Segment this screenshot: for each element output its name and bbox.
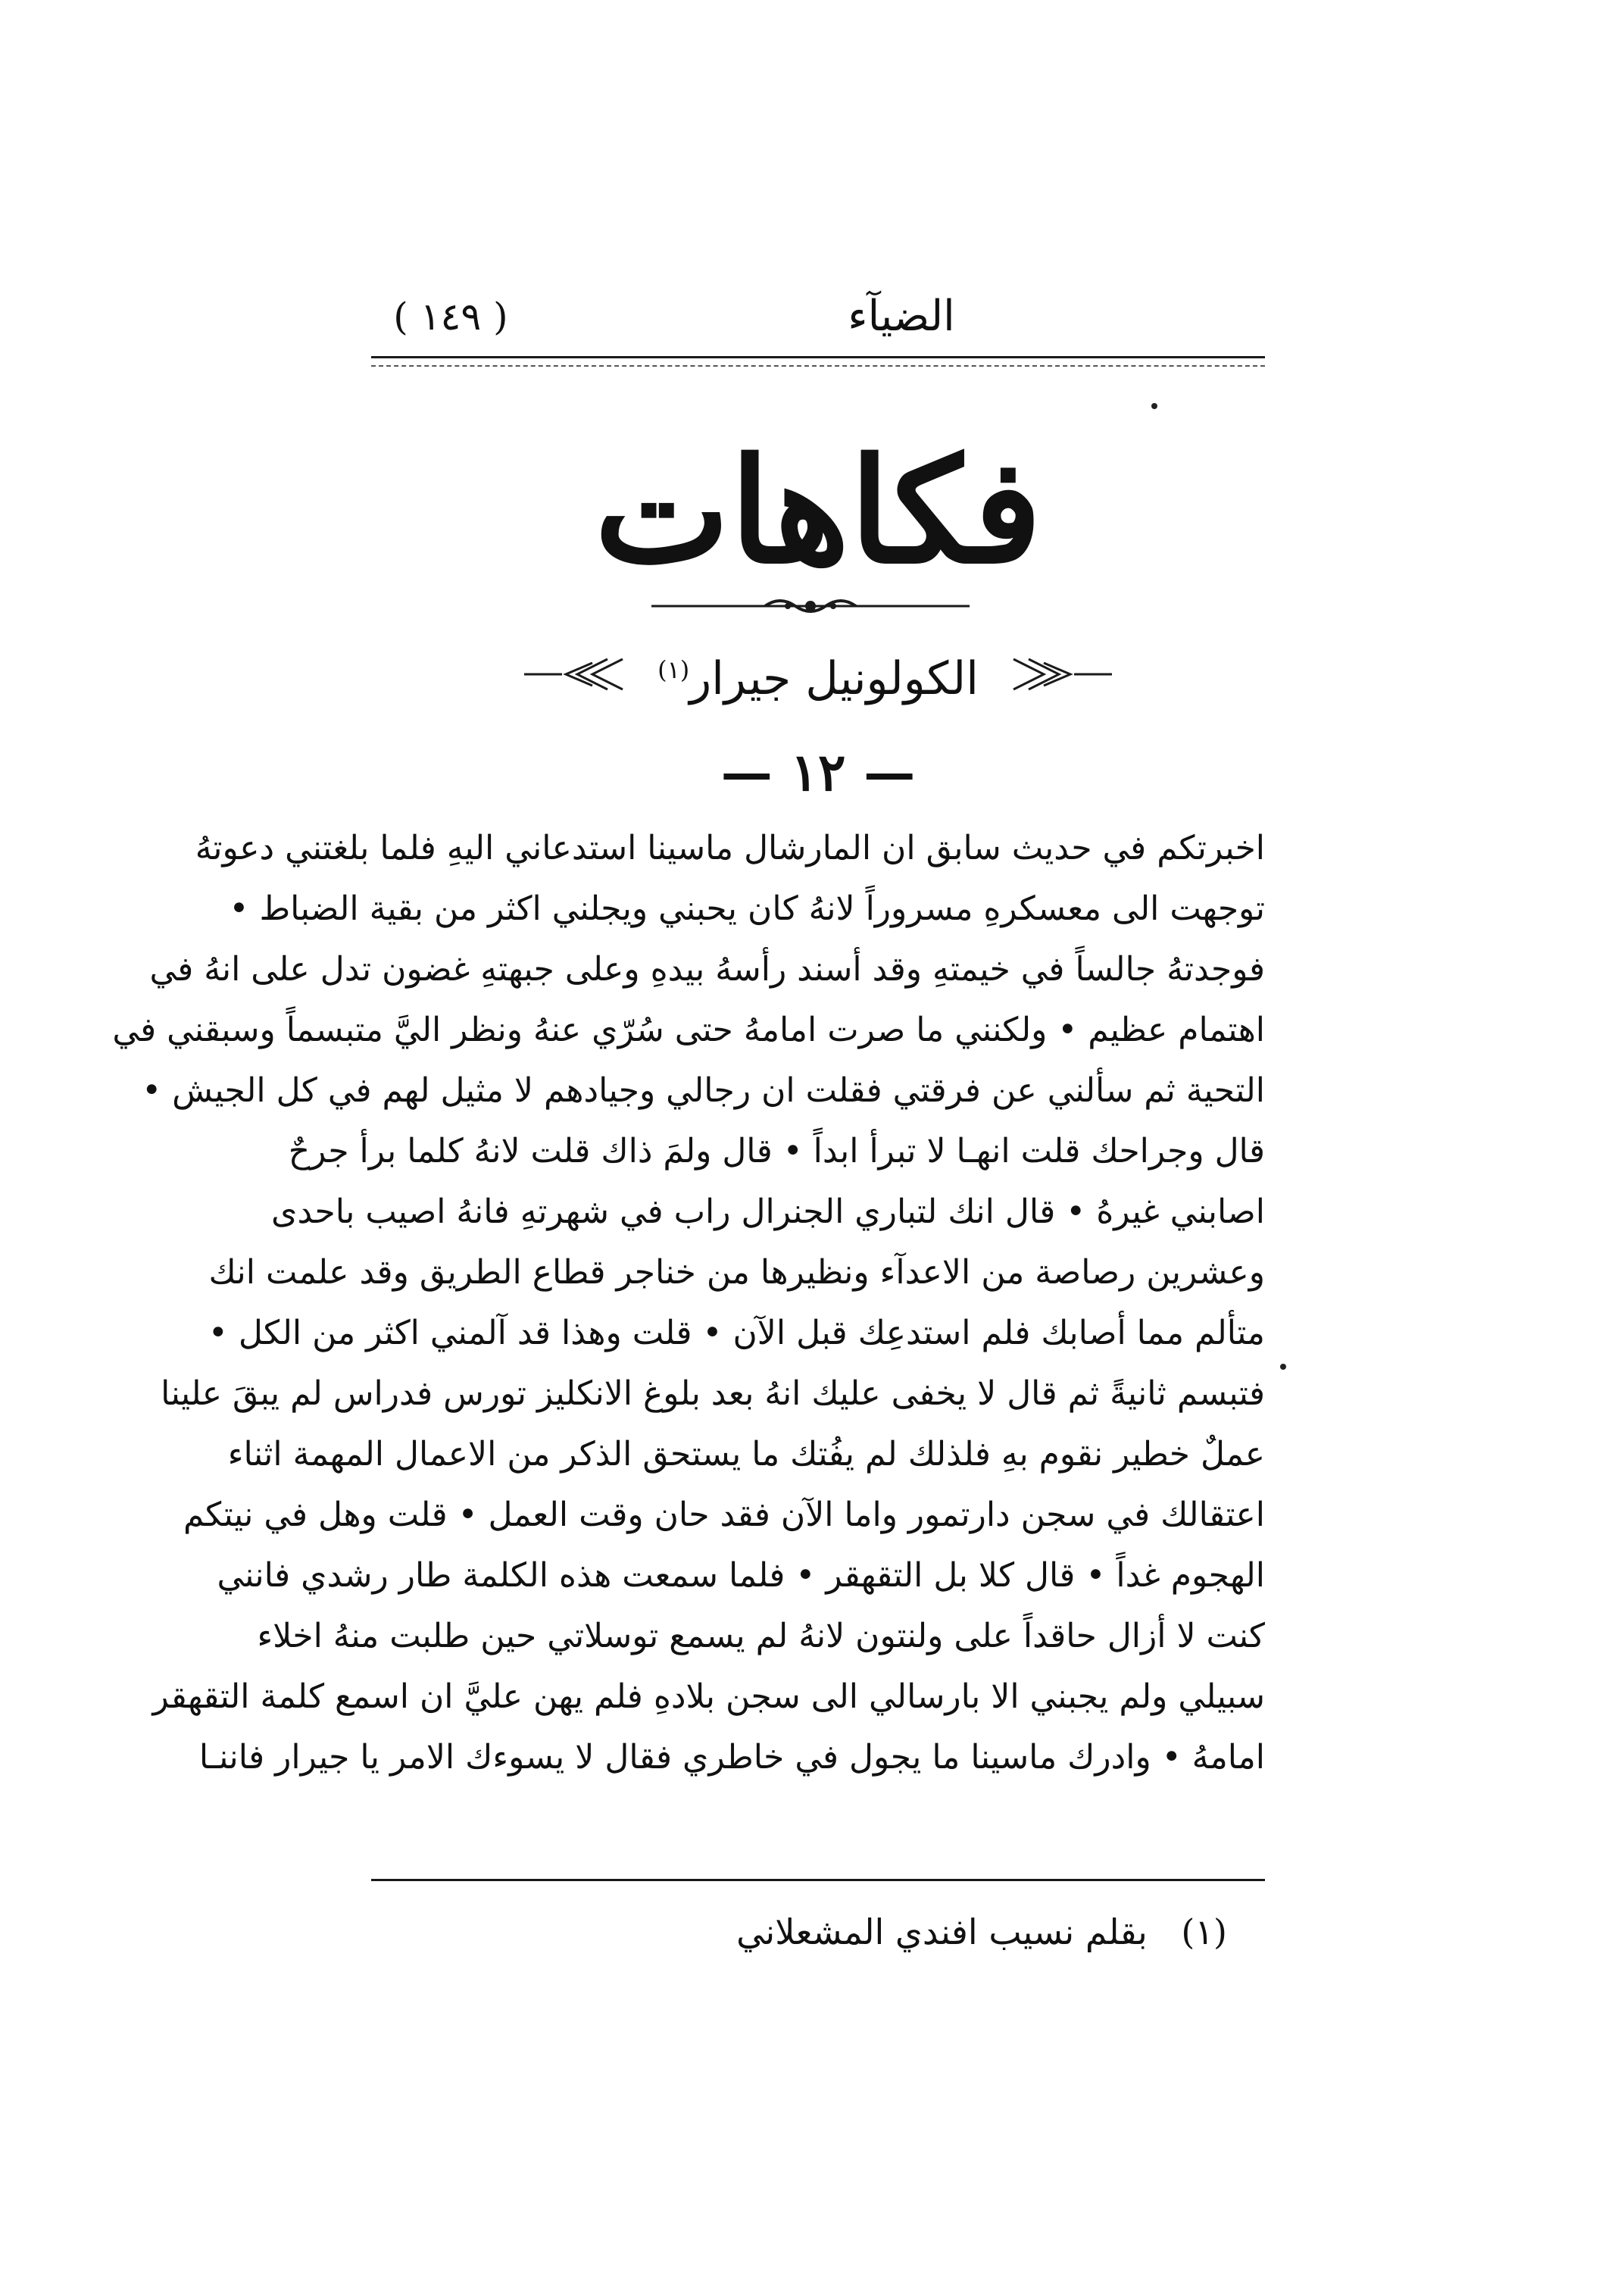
header-rule xyxy=(371,356,1265,358)
body-line: فتبسم ثانيةً ثم قال لا يخفى عليك انهُ بعد بلوغ الانكليز تورس فدراس لم يبقَ علينا xyxy=(161,1374,1265,1413)
body-line: متألم مما أصابك فلم استدعِك قبل الآن • قلت وهذا قد آلمني اكثر من الكل • xyxy=(208,1314,1265,1352)
body-line: وعشرين رصاصة من الاعدآء ونظيرها من خناجر قطاع الطريق وقد علمت انك xyxy=(208,1253,1265,1292)
ornament-divider-icon xyxy=(651,591,970,621)
body-line: قال وجراحك قلت انهـا لا تبرأ ابداً • قال ولمَ ذاك قلت لانهُ كلما برأ جرحٌ xyxy=(288,1132,1265,1171)
body-line: امامهُ • وادرك ماسينا ما يجول في خاطري فقال لا يسوءك الامر يا جيرار فاننـا xyxy=(198,1738,1265,1777)
section-title: فكاهات xyxy=(594,427,1042,595)
article-number: — ١٢ — xyxy=(720,742,916,803)
body-line: اهتمام عظيم • ولكنني ما صرت امامهُ حتى سُرّي عنهُ ونظر اليَّ متبسماً وسبقني في xyxy=(112,1011,1265,1049)
running-title: الضيآء xyxy=(848,292,955,341)
body-line: توجهت الى معسكرهِ مسروراً لانهُ كان يحبني ويجلني اكثر من بقية الضباط • xyxy=(229,889,1265,928)
flourish-right-icon xyxy=(998,652,1112,697)
ink-speck xyxy=(1151,403,1157,409)
body-line: اعتقالك في سجن دارتمور واما الآن فقد حان وقت العمل • قلت وهل في نيتكم xyxy=(183,1496,1265,1534)
page-number: ( ١٤٩ ) xyxy=(393,295,508,339)
body-line: اصابني غيرهُ • قال انك لتباري الجنرال راب في شهرتهِ فانهُ اصيب باحدى xyxy=(271,1192,1265,1231)
body-line: فوجدتهُ جالساً في خيمتهِ وقد أسند رأسهُ بيدهِ وعلى جبهتهِ غضون تدل على انهُ في xyxy=(149,950,1265,989)
flourish-left-icon xyxy=(524,652,638,697)
footnote-text: بقلم نسيب افندي المشعلاني xyxy=(736,1911,1148,1952)
body-line: كنت لا أزال حاقداً على ولنتون لانهُ لم يسمع توسلاتي حين طلبت منهُ اخلاء xyxy=(257,1617,1265,1655)
body-line: سبيلي ولم يجبني الا بارسالي الى سجن بلادهِ فلم يهن عليَّ ان اسمع كلمة التقهقر xyxy=(152,1677,1265,1716)
subtitle-row xyxy=(454,636,1182,712)
subtitle-text: الكولونيل جيرار xyxy=(689,652,979,705)
body-text xyxy=(112,818,1265,1788)
body-line: التحية ثم سألني عن فرقتي فقلت ان رجالي وجيادهم لا مثيل لهم في كل الجيش • xyxy=(142,1071,1265,1110)
ink-speck xyxy=(1280,1364,1286,1370)
body-line: عملٌ خطير نقوم بهِ فلذلك لم يفُتك ما يستحق الذكر من الاعمال المهمة اثناء xyxy=(227,1435,1265,1474)
body-line: الهجوم غداً • قال كلا بل التقهقر • فلما سمعت هذه الكلمة طار رشدي فانني xyxy=(217,1556,1265,1595)
subtitle-footnote-mark: (١) xyxy=(657,655,690,684)
footnote-rule xyxy=(371,1879,1265,1881)
header-rule-dashed xyxy=(371,365,1265,367)
footnote xyxy=(682,1898,1227,1966)
footnote-mark: (١) xyxy=(1181,1911,1227,1952)
body-line: اخبرتكم في حديث سابق ان المارشال ماسينا استدعاني اليهِ فلما بلغتني دعوتهُ xyxy=(195,829,1265,867)
subtitle xyxy=(657,632,979,717)
